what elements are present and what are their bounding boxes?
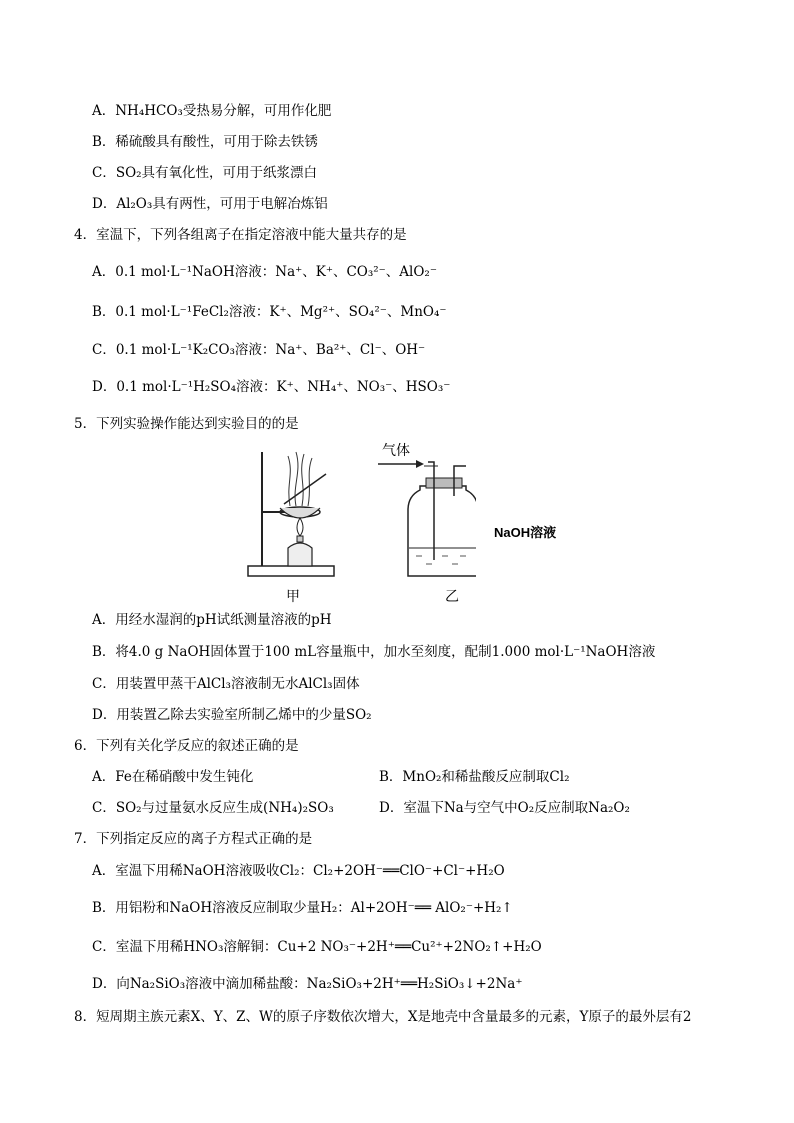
q5-option-b: B．将4.0 g NaOH固体置于100 mL容量瓶中，加水至刻度，配制1.000 mol·L⁻¹NaOH溶液 [92, 644, 656, 660]
q4-option-b: B．0.1 mol·L⁻¹FeCl₂溶液：K⁺、Mg²⁺、SO₄²⁻、MnO₄⁻ [92, 304, 447, 320]
q6-option-b: B．MnO₂和稀盐酸反应制取Cl₂ [379, 769, 570, 785]
figure-yi-label: 乙 [445, 589, 459, 605]
q7-option-a: A．室温下用稀NaOH溶液吸收Cl₂：Cl₂+2OH⁻══ClO⁻+Cl⁻+H₂O [92, 863, 505, 879]
q3-option-b: B．稀硫酸具有酸性，可用于除去铁锈 [92, 134, 318, 150]
q4-option-a: A．0.1 mol·L⁻¹NaOH溶液：Na⁺、K⁺、CO₃²⁻、AlO₂⁻ [92, 264, 437, 280]
q7-option-c: C．室温下用稀HNO₃溶解铜：Cu+2 NO₃⁻+2H⁺══Cu²⁺+2NO₂↑+H₂O [92, 939, 542, 955]
q5-stem: 5．下列实验操作能达到实验目的的是 [74, 416, 299, 432]
q6-stem: 6．下列有关化学反应的叙述正确的是 [74, 738, 299, 754]
gas-label: 气体 [382, 443, 410, 459]
q4-option-c: C．0.1 mol·L⁻¹K₂CO₃溶液：Na⁺、Ba²⁺、Cl⁻、OH⁻ [92, 342, 426, 358]
q3-option-d: D．Al₂O₃具有两性，可用于电解冶炼铝 [92, 196, 328, 212]
apparatus-yi-figure [376, 456, 476, 582]
q4-option-d: D．0.1 mol·L⁻¹H₂SO₄溶液：K⁺、NH₄⁺、NO₃⁻、HSO₃⁻ [92, 379, 451, 395]
q7-option-d: D．向Na₂SiO₃溶液中滴加稀盐酸：Na₂SiO₃+2H⁺══H₂SiO₃↓+2Na⁺ [92, 976, 523, 992]
q5-option-a: A．用经水湿润的pH试纸测量溶液的pH [92, 612, 332, 628]
naoh-solution-label: NaOH溶液 [494, 525, 557, 540]
q6-option-c: C．SO₂与过量氨水反应生成(NH₄)₂SO₃ [92, 800, 334, 816]
q6-option-a: A．Fe在稀硝酸中发生钝化 [92, 769, 254, 785]
q3-option-c: C．SO₂具有氧化性，可用于纸浆漂白 [92, 165, 318, 181]
q7-stem: 7．下列指定反应的离子方程式正确的是 [74, 831, 313, 847]
q8-stem: 8．短周期主族元素X、Y、Z、W的原子序数依次增大，X是地壳中含量最多的元素，Y原子的最外层有2 [74, 1009, 692, 1025]
q6-option-d: D．室温下Na与空气中O₂反应制取Na₂O₂ [379, 800, 630, 816]
q5-option-d: D．用装置乙除去实验室所制乙烯中的少量SO₂ [92, 707, 372, 723]
q3-option-a: A．NH₄HCO₃受热易分解，可用作化肥 [92, 103, 332, 119]
q4-stem: 4．室温下，下列各组离子在指定溶液中能大量共存的是 [74, 227, 407, 243]
apparatus-jia-figure [240, 444, 340, 584]
q5-option-c: C．用装置甲蒸干AlCl₃溶液制无水AlCl₃固体 [92, 676, 360, 692]
q7-option-b: B．用铝粉和NaOH溶液反应制取少量H₂：Al+2OH⁻══ AlO₂⁻+H₂↑ [92, 900, 513, 916]
figure-jia-label: 甲 [286, 589, 300, 605]
